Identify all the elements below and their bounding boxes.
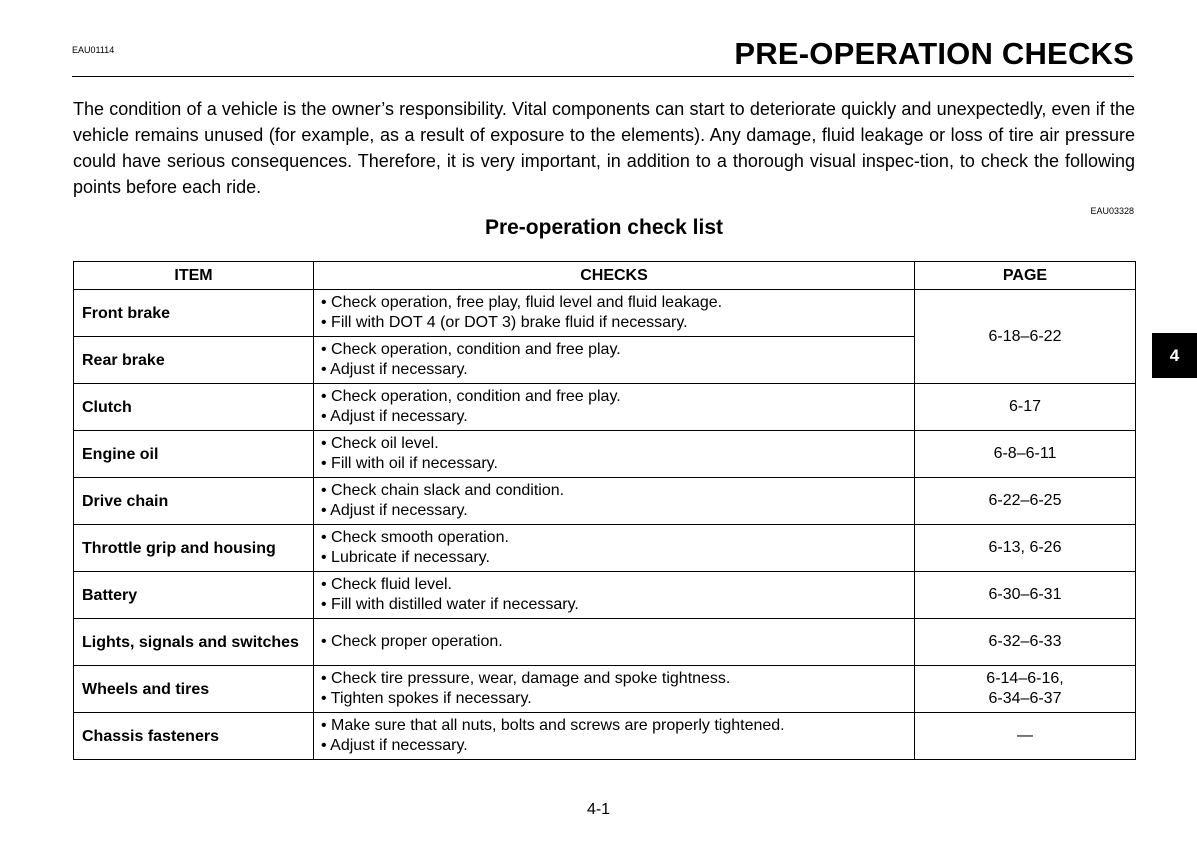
item-cell: Drive chain [74,478,314,525]
check-line: • Check proper operation. [321,633,503,650]
checks-cell [314,431,915,478]
item-cell: Throttle grip and housing [74,525,314,572]
check-line: • Check smooth operation. [321,529,509,546]
item-cell: Rear brake [74,337,314,384]
check-line: • Check chain slack and condition. [321,482,565,499]
check-line: • Check operation, free play, fluid level and fluid leakage. [321,294,723,311]
check-line: • Check operation, condition and free play. [321,341,621,358]
checks-cell [314,290,915,337]
page-ref: 6-30–6-31 [988,586,1062,603]
checks-cell [314,619,915,666]
checks-cell [314,384,915,431]
check-line: • Adjust if necessary. [321,361,468,378]
checks-cell [314,666,915,713]
page-ref: 6-18–6-22 [988,327,1062,345]
check-line: • Adjust if necessary. [321,737,468,754]
page-ref: 6-34–6-37 [988,690,1062,707]
check-line: • Fill with DOT 4 (or DOT 3) brake fluid if necessary. [321,314,688,331]
check-line: • Fill with distilled water if necessary. [321,596,579,613]
page-cell [915,572,1136,619]
checklist-code: EAU03328 [1090,206,1134,216]
page-ref: 6-17 [1008,398,1042,415]
page-cell [915,619,1136,666]
table-row [74,713,1136,760]
table-row [74,666,1136,713]
page-ref: 6-14–6-16, [986,670,1064,687]
page-cell [915,431,1136,478]
check-line: • Adjust if necessary. [321,502,468,519]
item-cell: Chassis fasteners [74,713,314,760]
check-line: • Lubricate if necessary. [321,549,490,566]
page-ref: — [1017,727,1033,744]
checks-cell [314,337,915,384]
checks-cell [314,713,915,760]
checks-cell [314,572,915,619]
checks-cell [314,525,915,572]
section-tab: 4 [1152,333,1197,378]
checks-cell [314,478,915,525]
check-line: • Tighten spokes if necessary. [321,690,532,707]
page-cell [915,290,1136,384]
page-ref: 6-32–6-33 [988,633,1062,650]
item-cell: Front brake [74,290,314,337]
intro-paragraph: The condition of a vehicle is the owner’s responsibility. Vital components can start to deteriorate quickly and unexpectedly, even if the vehicle remains unused (for example, as a result of exposure to the elements). Any damage, fluid leakage or loss of tire air pressure could have serious consequences. Therefore, it is very important, in addition to a thorough visual inspec-tion, to check the following points before each ride. [73,99,1135,197]
page-ref: 6-8–6-11 [993,445,1057,462]
page-ref: 6-13, 6-26 [988,539,1062,556]
column-header-page: PAGE [915,262,1136,290]
check-line: • Adjust if necessary. [321,408,468,425]
column-header-item: ITEM [74,262,314,290]
item-cell: Lights, signals and switches [74,619,314,666]
check-line: • Check tire pressure, wear, damage and spoke tightness. [321,670,731,687]
table-row [74,290,1136,337]
check-line: • Check fluid level. [321,576,452,593]
check-line: • Make sure that all nuts, bolts and screws are properly tightened. [321,717,785,734]
table-row [74,431,1136,478]
check-line: • Fill with oil if necessary. [321,455,498,472]
check-line: • Check operation, condition and free play. [321,388,621,405]
page-ref: 6-22–6-25 [988,492,1062,509]
page-cell [915,713,1136,760]
item-cell: Battery [74,572,314,619]
page-cell [915,525,1136,572]
title-divider [72,76,1134,77]
table-row [74,572,1136,619]
table-row [74,619,1136,666]
page-cell [915,384,1136,431]
column-header-checks: CHECKS [314,262,915,290]
page-number: 4-1 [586,801,611,818]
item-cell: Engine oil [74,431,314,478]
table-row [74,384,1136,431]
item-cell: Wheels and tires [74,666,314,713]
checklist-title: Pre-operation check list [484,216,724,239]
page-cell [915,666,1136,713]
page-cell [915,478,1136,525]
checklist-table [73,261,1136,760]
document-code: EAU01114 [72,45,115,55]
table-row [74,525,1136,572]
page-title: PRE-OPERATION CHECKS [734,36,1134,71]
check-line: • Check oil level. [321,435,439,452]
item-cell: Clutch [74,384,314,431]
table-row [74,478,1136,525]
table-header-row [74,262,1136,290]
